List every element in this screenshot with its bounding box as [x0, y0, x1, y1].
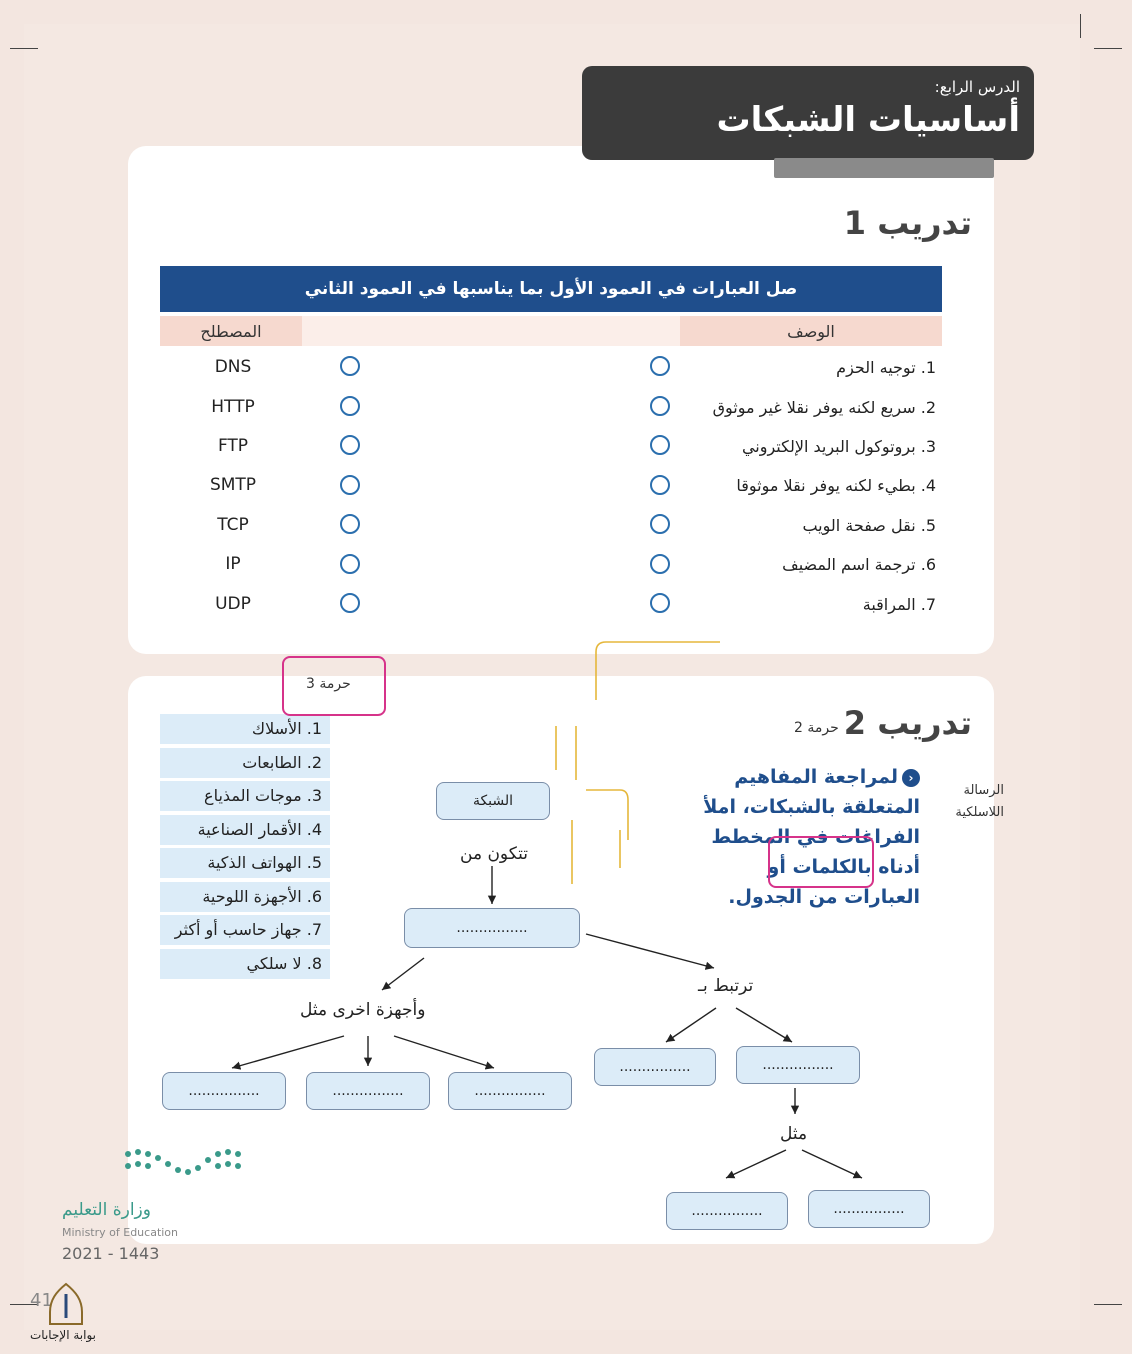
description-item: 1. توجيه الحزم — [836, 358, 936, 377]
word-bank-item: 8. لا سلكي — [160, 949, 330, 979]
watermark-logo-icon — [46, 1282, 86, 1326]
label-consists-of: تتكون من — [460, 844, 528, 864]
blank-box-wireless-2[interactable]: ................ — [808, 1190, 930, 1228]
column-header-term: المصطلح — [160, 316, 302, 346]
column-header-description: الوصف — [680, 316, 942, 346]
term-tcp: TCP — [217, 515, 249, 535]
blank-box-connection-1[interactable]: ................ — [594, 1048, 716, 1086]
exercise1-instruction: صل العبارات في العمود الأول بما يناسبها في العمود الثاني — [160, 266, 942, 312]
description-item: 3. بروتوكول البريد الإلكتروني — [741, 437, 936, 456]
description-item: 5. نقل صفحة الويب — [802, 516, 936, 535]
blank-box-other-device-2[interactable]: ................ — [306, 1072, 430, 1110]
blank-box-connection-2[interactable]: ................ — [736, 1046, 860, 1084]
description-item: 7. المراقبة — [862, 595, 936, 614]
ministry-logo-icon — [122, 1146, 248, 1186]
label-connected-by: ترتبط بـ — [698, 976, 754, 996]
exercise1-title: تدريب 1 — [843, 204, 972, 242]
edition-year: 2021 - 1443 — [62, 1244, 160, 1263]
word-bank-item: 5. الهواتف الذكية — [160, 848, 330, 878]
word-bank-item: 4. الأقمار الصناعية — [160, 815, 330, 845]
term-ip: IP — [225, 554, 241, 574]
label-other-devices: وأجهزة اخرى مثل — [300, 1000, 426, 1020]
arrow-circle-icon: ‹ — [902, 769, 920, 787]
word-bank-item: 2. الطابعات — [160, 748, 330, 778]
term-ftp: FTP — [217, 436, 249, 456]
blank-box-other-device-1[interactable]: ................ — [162, 1072, 286, 1110]
description-item: 2. سريع لكنه يوفر نقلا غير موثوق — [712, 398, 936, 417]
term-smtp: SMTP — [209, 475, 257, 495]
blank-box-devices[interactable]: ................ — [404, 908, 580, 948]
watermark-text: بوابة الإجابات — [30, 1328, 97, 1342]
label-such-as: مثل — [780, 1124, 808, 1144]
word-bank-item: 3. موجات المذياع — [160, 781, 330, 811]
handwritten-note-box — [768, 836, 874, 888]
handwritten-note: حرمة 3 — [306, 676, 351, 692]
handwritten-side-note: الرسالة اللاسلكية — [955, 783, 1004, 820]
description-item: 6. ترجمة اسم المضيف — [782, 555, 936, 574]
ministry-name-arabic: وزارة التعليم — [62, 1200, 151, 1220]
word-bank-item: 7. جهاز حاسب أو أكثر — [160, 915, 330, 945]
blank-box-other-device-3[interactable]: ................ — [448, 1072, 572, 1110]
page-number: 41 — [30, 1290, 53, 1311]
term-udp: UDP — [215, 594, 251, 614]
description-item: 4. بطيء لكنه يوفر نقلا موثوقا — [736, 476, 936, 495]
word-bank-item: 6. الأجهزة اللوحية — [160, 882, 330, 912]
term-http: HTTP — [211, 397, 255, 417]
exercise2-title: تدريب 2 — [843, 704, 972, 742]
lesson-title: أساسيات الشبكات — [716, 100, 1020, 140]
word-bank-item: 1. الأسلاك — [160, 714, 330, 744]
diagram-root-box: الشبكة — [436, 782, 550, 820]
blank-box-wireless-1[interactable]: ................ — [666, 1192, 788, 1230]
handwritten-note: حرمة 2 — [794, 720, 839, 736]
term-dns: DNS — [214, 357, 252, 377]
exercise2-instruction-text: لمراجعة المفاهيم المتعلقة بالشبكات، املأ الفراغات في المخطط أدناه بالكلمات أو العبارات من الجدول. — [703, 766, 920, 908]
lesson-label: الدرس الرابع: — [934, 78, 1020, 96]
ministry-name-english: Ministry of Education — [62, 1226, 179, 1239]
